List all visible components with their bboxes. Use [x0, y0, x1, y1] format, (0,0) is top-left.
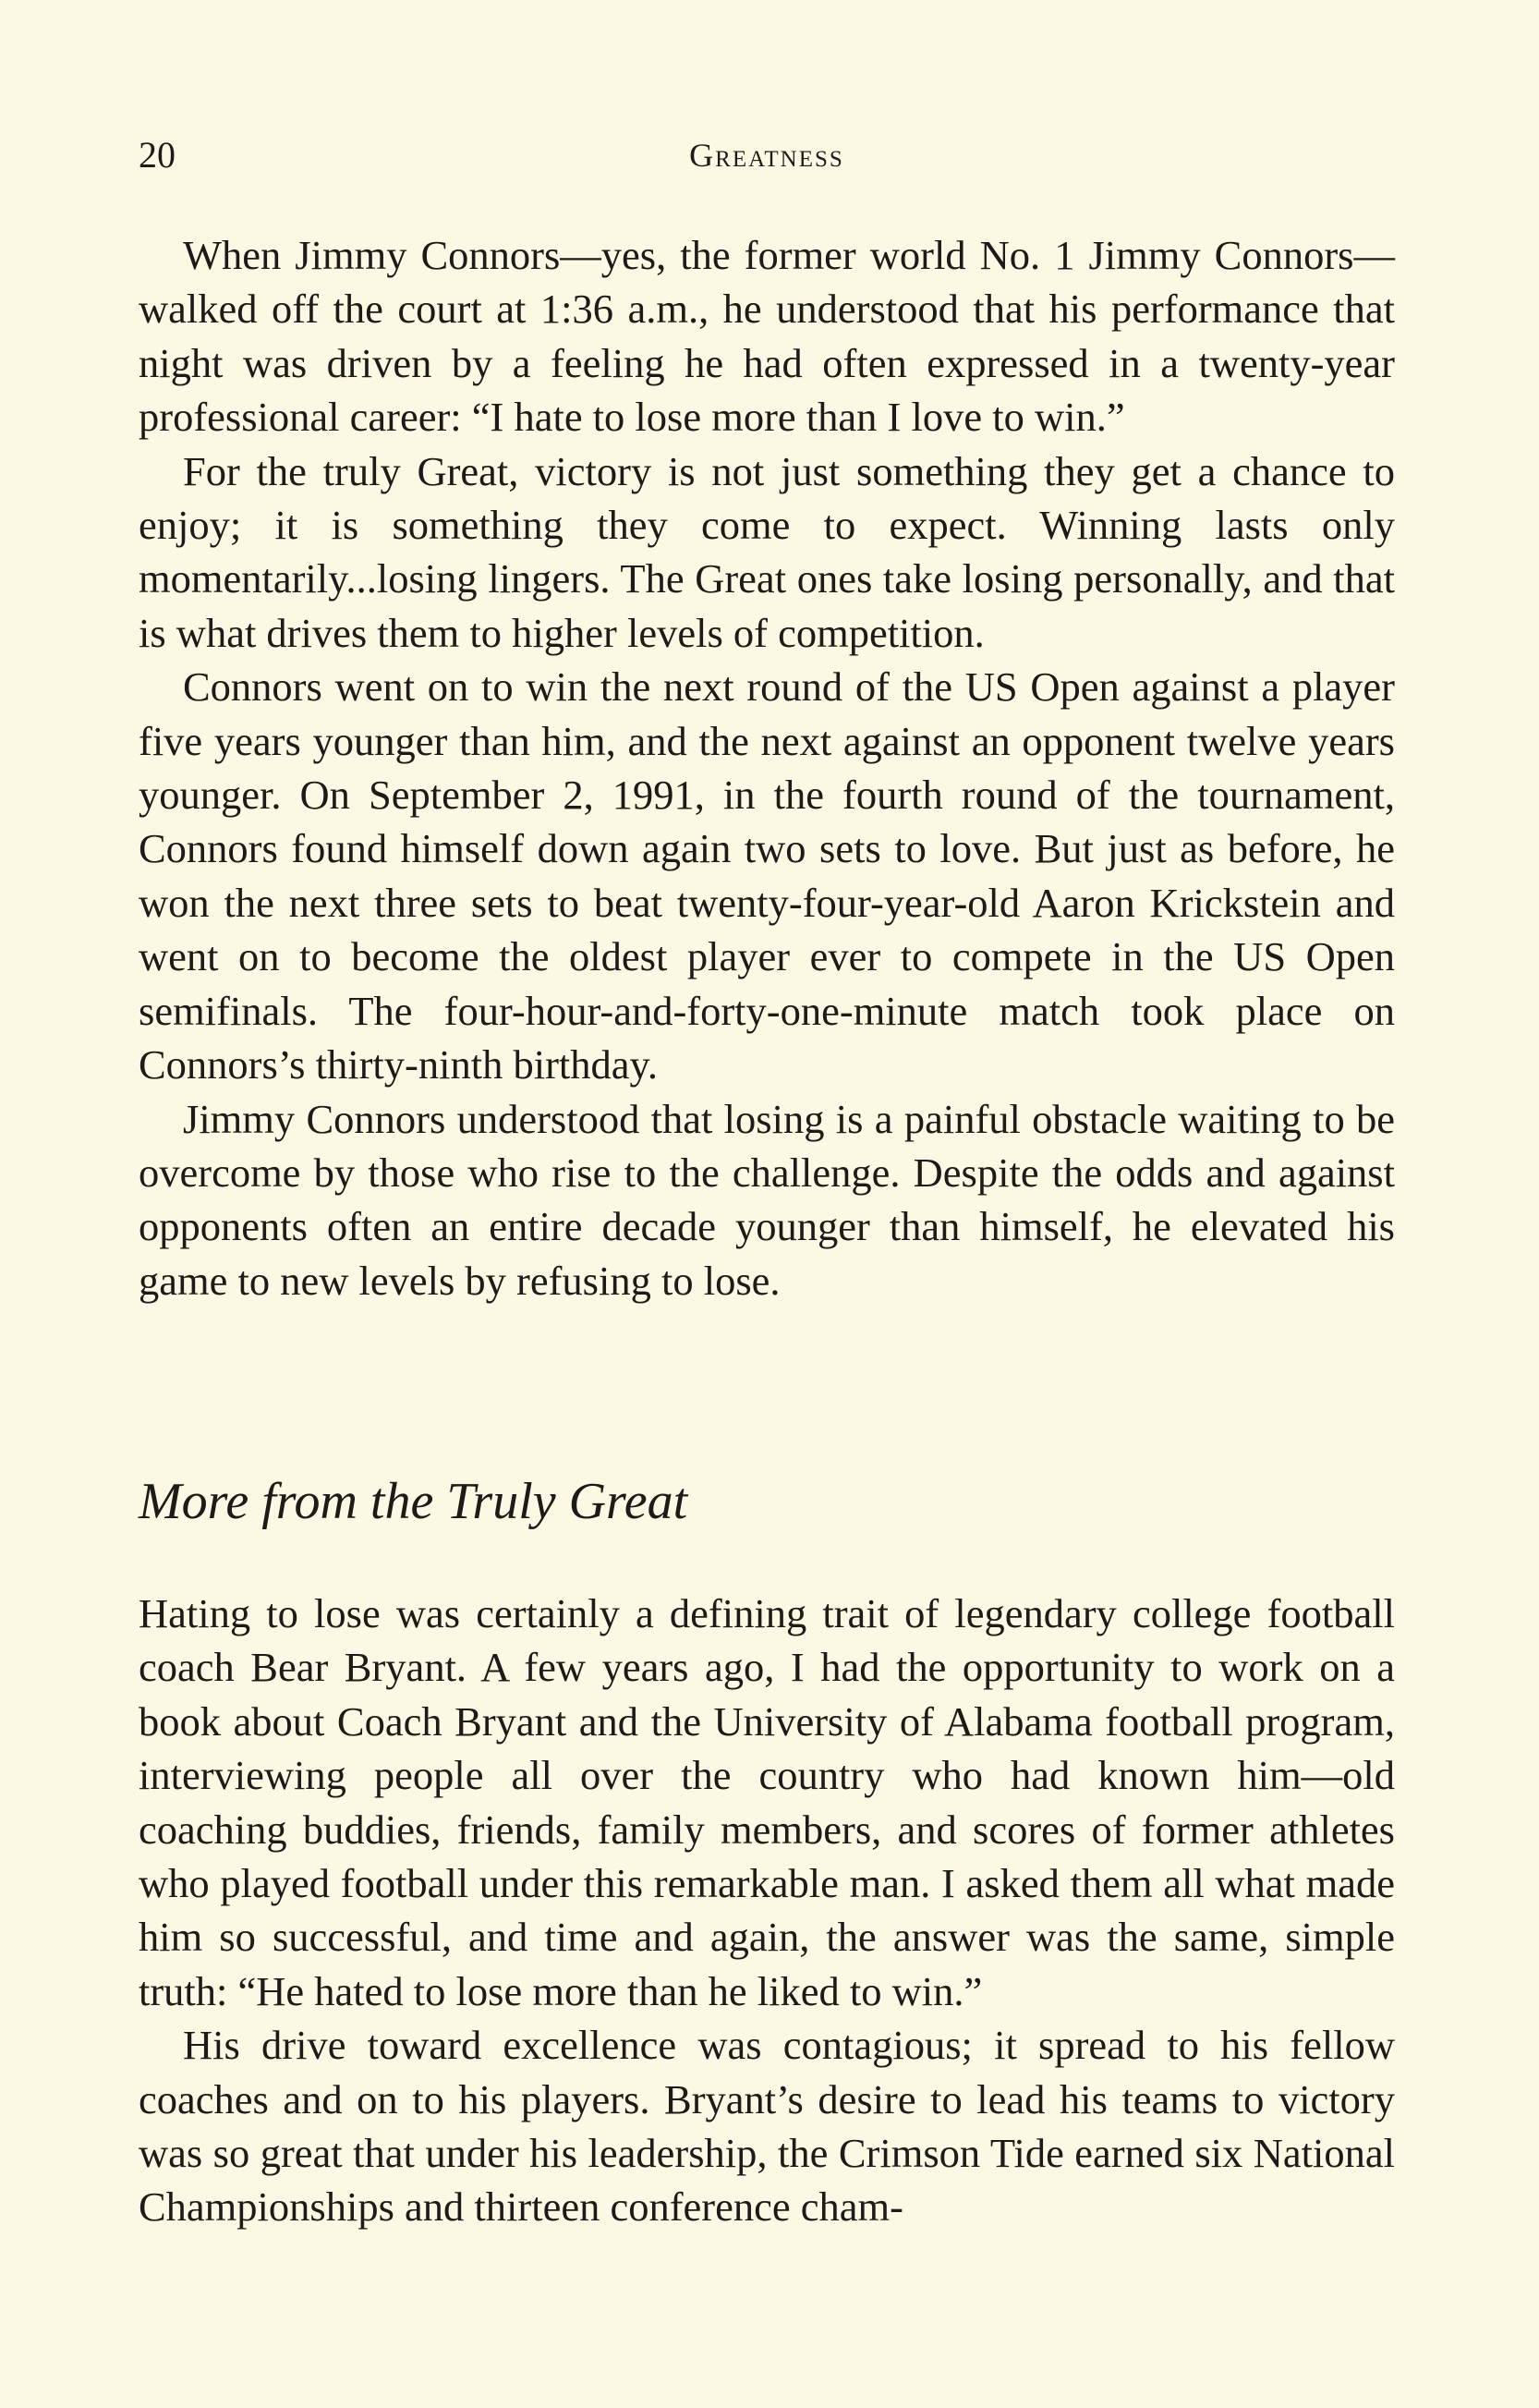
running-title: Greatness: [689, 137, 844, 174]
paragraph-connors-court: When Jimmy Connors—yes, the former world No. 1 Jimmy Connors—walked off the court at 1:36 a.m., he understood that his performance that night was driven by a feeling he had often expressed in a twenty-year professional career: “I hate to lose more than I love to win.”: [139, 232, 1395, 441]
running-head: [139, 128, 1395, 183]
paragraph-truly-great: For the truly Great, victory is not just something they get a chance to enjoy; it is something they come to expect. Winning lasts only momentarily...losing lingers. The Great ones take losing personally, and that is what drives them to higher levels of competition.: [139, 447, 1395, 656]
paragraph-drive-excellence: His drive toward excellence was contagious; it spread to his fellow coaches and on to his players. Bryant’s desire to lead his teams to victory was so great that under his leadership, the Crimson Tide earned six National Championships and thirteen conference cham-: [139, 2022, 1395, 2231]
section-heading: More from the Truly Great: [139, 1473, 688, 1530]
paragraph-bear-bryant: Hating to lose was certainly a defining trait of legendary college football coach Bear Bryant. A few years ago, I had the opportunity to work on a book about Coach Bryant and the University of Alabama football program, interviewing people all over the country who had known him—old coaching buddies, friends, family members, and scores of former athletes who played football under this remarkable man. I asked them all what made him so successful, and time and again, the answer was the same, simple truth: “He hated to lose more than he liked to win.”: [139, 1590, 1395, 2014]
paragraph-losing-obstacle: Jimmy Connors understood that losing is a painful obstacle waiting to be overcome by those who rise to the challenge. Despite the odds and against opponents often an entire decade younger than himself, he elevated his game to new levels by refusing to lose.: [139, 1095, 1395, 1304]
section-two-body: [139, 1587, 1395, 2234]
paragraph-us-open: Connors went on to win the next round of the US Open against a player five years younger than him, and the next against an opponent twelve years younger. On September 2, 1991, in the fourth round of the tournament, Connors found himself down again two sets to love. But just as before, he won the next three sets to beat twenty-four-year-old Aaron Krickstein and went on to become the oldest player ever to compete in the US Open semifinals. The four-hour-and-forty-one-minute match took place on Connors’s thirty-ninth birthday.: [139, 663, 1395, 1088]
page-number: 20: [139, 134, 176, 176]
section-one-body: [139, 228, 1395, 1307]
